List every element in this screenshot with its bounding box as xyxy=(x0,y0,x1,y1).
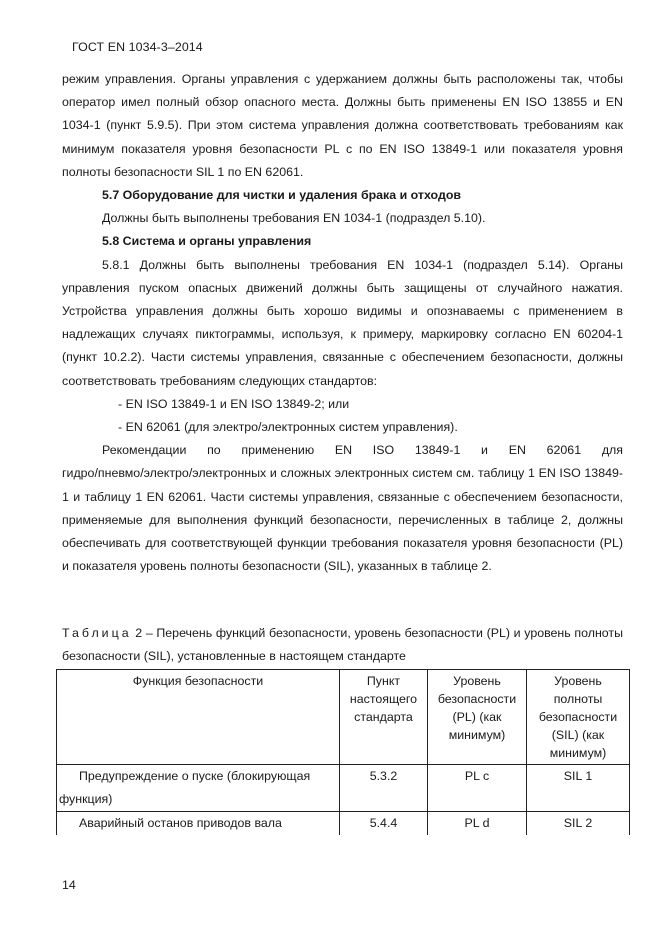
section-heading-5-7: 5.7 Оборудование для чистки и удаления брака и отходов xyxy=(102,188,462,203)
cell-pl: PL d xyxy=(428,812,527,836)
cell-function: Предупреждение о пуске (блокирующая функция) xyxy=(57,765,340,812)
cell-clause: 5.3.2 xyxy=(340,765,428,812)
paragraph-intro: режим управления. Органы управления с удержанием должны быть расположены так, чтобы оператор имел полный обзор опасного места. Должны быть применены EN ISO 13855 и EN 1034-1 (пункт 5.9.5). При этом система управления должна соответствовать требованиям как минимум показателя уровня безопасности PL c по EN ISO 13849-1 или показателя уровня полноты безопасности SIL 1 по EN 62061. xyxy=(62,72,623,179)
cell-function: Аварийный останов приводов вала xyxy=(57,812,340,836)
cell-sil: SIL 2 xyxy=(527,812,630,836)
cell-clause: 5.4.4 xyxy=(340,812,428,836)
column-header-pl: Уровень безопасности (PL) (как минимум) xyxy=(428,670,527,765)
table-caption-word: Таблица xyxy=(62,626,132,640)
table-row xyxy=(57,812,630,836)
cell-pl: PL c xyxy=(428,765,527,812)
safety-functions-table xyxy=(56,669,630,835)
list-item-iso: - EN ISO 13849-1 и EN ISO 13849-2; или xyxy=(118,396,350,411)
column-header-sil: Уровень полноты безопасности (SIL) (как минимум) xyxy=(527,670,630,765)
table-caption-text: 2 – Перечень функций безопасности, уровень безопасности (PL) и уровень полноты безопасности (SIL), установленные в настоящем стандарте xyxy=(62,626,623,664)
paragraph-5-8-1: 5.8.1 Должны быть выполнены требования EN 1034-1 (подраздел 5.14). Органы управления пуском опасных движений должны быть защищены от случайного нажатия. Устройства управления должны быть хорошо видимы и опознаваемы с применением в надлежащих случаях пиктограммы, используя, к примеру, маркировку согласно EN 60204-1 (пункт 10.2.2). Части системы управления, связанные с обеспечением безопасности, должны соответствовать требованиям следующих стандартов: xyxy=(62,257,623,388)
table-header-row xyxy=(57,670,630,765)
paragraph-recommendations: гидро/пневмо/электро/электронных и сложных электронных систем см. таблицу 1 EN ISO 13849-1 и таблицу 1 EN 62061. Части системы управления, связанные с обеспечением безопасности, применяемые для выполнения функций безопасности, перечисленных в таблице 2, должны обеспечивать для соответствующей функции требования показателя уровня безопасности (PL) и показателя уровень полноты безопасности (SIL), указанных в таблице 2. xyxy=(62,466,623,574)
standard-header: ГОСТ EN 1034-3–2014 xyxy=(72,40,203,54)
paragraph-5-7: Должны быть выполнены требования EN 1034-1 (подраздел 5.10). xyxy=(102,211,486,226)
paragraph-recommendations-first-line: Рекомендации по применению EN ISO 13849-1 и EN 62061 для xyxy=(102,443,623,458)
table-caption xyxy=(62,622,623,668)
page-number: 14 xyxy=(62,878,76,892)
column-header-function: Функция безопасности xyxy=(57,670,340,765)
section-heading-5-8: 5.8 Система и органы управления xyxy=(102,234,312,249)
table-row xyxy=(57,765,630,812)
column-header-clause: Пункт настоящего стандарта xyxy=(340,670,428,765)
body-text xyxy=(62,68,623,578)
list-item-62061: - EN 62061 (для электро/электронных систем управления). xyxy=(118,420,458,435)
cell-sil: SIL 1 xyxy=(527,765,630,812)
